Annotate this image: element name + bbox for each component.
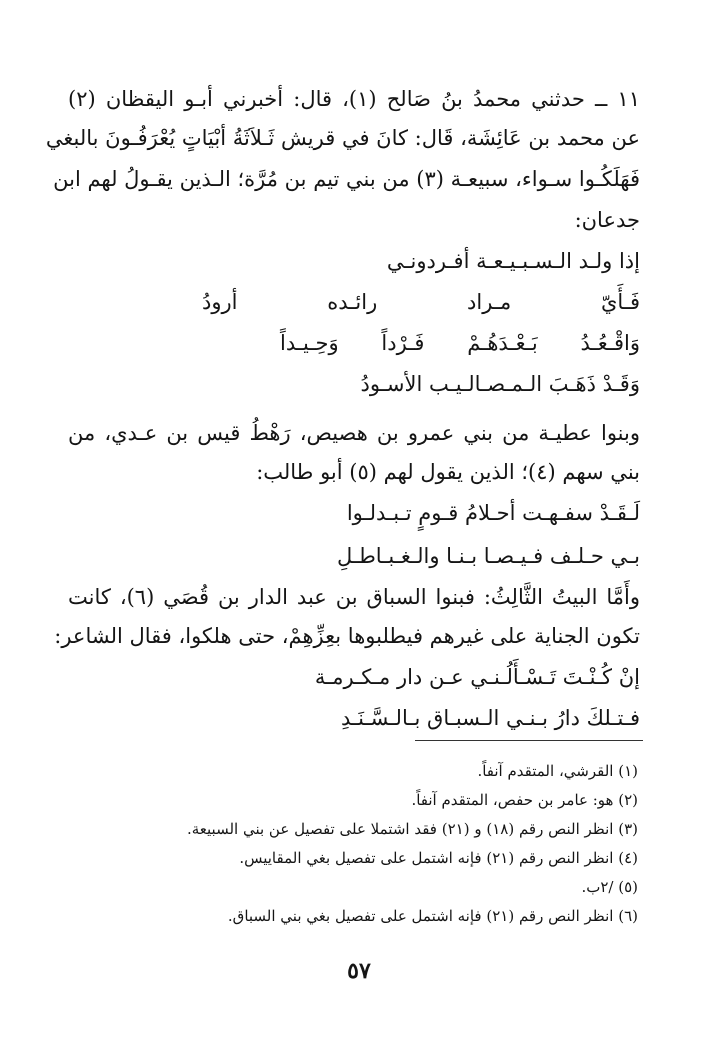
verse-line-5: لَـقَـدْ سفـهـت أحـلامُ قـومٍ تـبـدلـوا — [346, 501, 640, 525]
body-line-1: ١١ ــ حدثني محمدُ بنُ صَالح (١)، قال: أخبرني أبـو اليقظان (٢) — [68, 87, 640, 111]
verse-line-2: فَـأَيّ مـراد رائـده أرودُ — [202, 290, 640, 314]
verse-line-6: بـي حـلـف فـيـصـا بـنـا والـغـبـاطـلِ — [337, 544, 640, 568]
verse-line-7: إنْ كُـنْـتَ تَـسْـأَلُـنـي عـن دار مـكـرمـة — [314, 665, 640, 689]
footnote-2: (٢) هو: عامر بن حفص، المتقدم آنفاً. — [411, 791, 638, 809]
verse-line-1: إذا ولـد الـسـبـيـعـة أفـردونـي — [386, 249, 640, 273]
footnote-1: (١) القرشي، المتقدم آنفاً. — [477, 762, 638, 780]
footnote-6: (٦) انظر النص رقم (٢١) فإنه اشتمل على تفصيل بغي بني السباق. — [227, 907, 638, 925]
body-line-5: وبنوا عطيـة من بني عمرو بن هصيص، رَهْطُ قيس بن عـدي، من — [68, 421, 640, 445]
footnote-5: (٥) /٢ب. — [581, 878, 638, 896]
footnote-3: (٣) انظر النص رقم (١٨) و (٢١) فقد اشتملا على تفصيل عن بني السبيعة. — [186, 820, 638, 838]
body-line-7: وأَمَّا البيتُ الثَّالِثُ: فبنوا السباق بن عبد الدار بن قُصَي (٦)، كانت — [68, 585, 640, 609]
body-line-6: بني سهم (٤)؛ الذين يقول لهم (٥) أبو طالب: — [256, 460, 640, 484]
body-line-2: عن محمد بن عَائِشَة، قَال: كانَ في قريش ثَـلاَثَةُ أبْيَاتٍ يُعْرَفُـونَ بالبغي — [45, 126, 640, 150]
page-number: ٥٧ — [347, 958, 371, 984]
body-line-3: فَهَلَكُـوا سـواء، سبيعـة (٣) من بني تيم بن مُرَّة؛ الـذين يقـولُ لهم ابن — [53, 167, 640, 191]
footnote-separator — [415, 740, 643, 741]
verse-line-8: فـتـلكَ دارُ بـنـي الـسبـاق بـالـسَّـنَـدِ — [341, 706, 640, 730]
verse-line-4: وَقَـدْ ذَهَـبَ الـمـصـالـيـب الأسـودُ — [360, 372, 640, 396]
body-line-8: تكون الجناية على غيرهم فيطلبوها بعِزِّهِمْ، حتى هلكوا، فقال الشاعر: — [54, 624, 640, 648]
verse-line-3: وَاقْـعُـدُ بَـعْـدَهُـمْ فَـرْداً وَحِـيـداً — [280, 331, 640, 355]
body-line-4: جدعان: — [574, 208, 640, 232]
footnote-4: (٤) انظر النص رقم (٢١) فإنه اشتمل على تفصيل بغي المقاييس. — [239, 849, 638, 867]
